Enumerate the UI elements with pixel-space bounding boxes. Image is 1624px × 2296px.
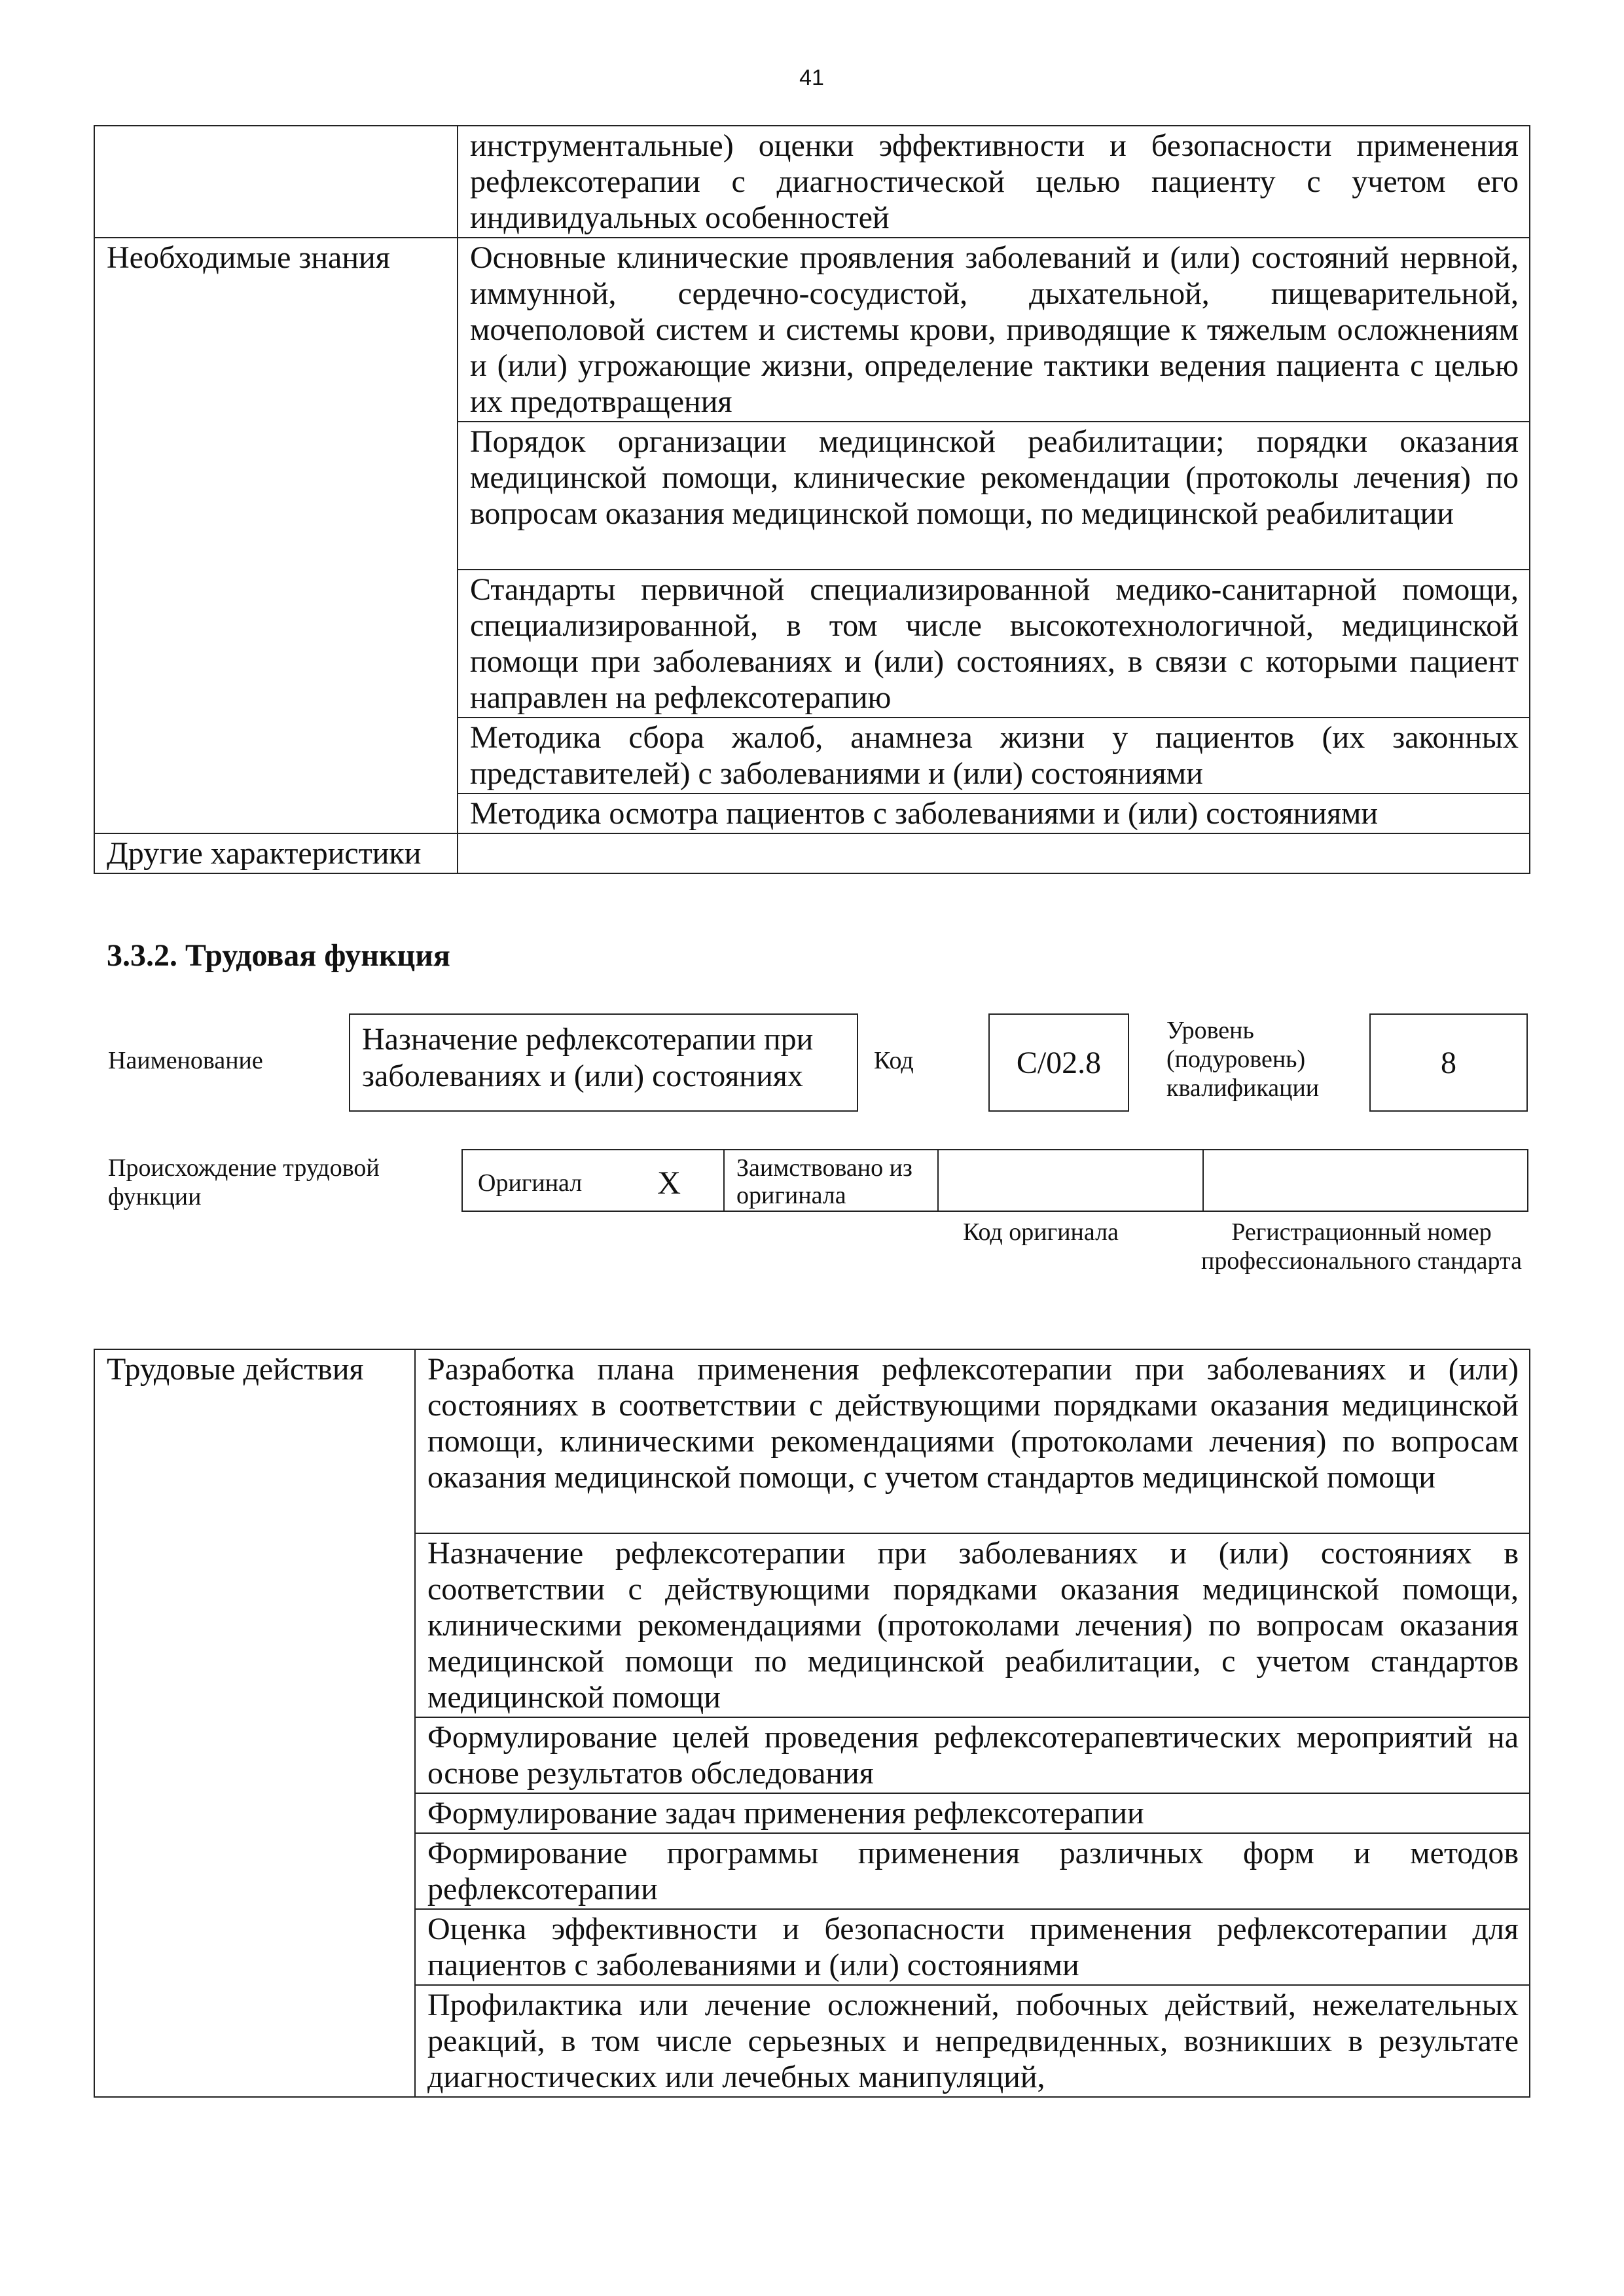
other-label: Другие характеристики <box>94 833 458 873</box>
borrowed-label: Заимствовано из оригинала <box>736 1154 912 1209</box>
table-row <box>94 833 1530 873</box>
knowledge-label: Необходимые знания <box>94 238 458 833</box>
divider <box>723 1150 725 1211</box>
knowledge-item: Методика сбора жалоб, анамнеза жизни у пациентов (их законных представителей) с заболеваниями и (или) состояниями <box>458 718 1530 793</box>
level-label: Уровень (подуровень) квалификации <box>1166 1017 1320 1102</box>
knowledge-item: Стандарты первичной специализированной медико-санитарной помощи, специализированной, в том числе высокотехнологичной, медицинской помощи при заболеваниях и (или) состояниях, в связи с которыми пациент направлен на рефлексотерапию <box>458 570 1530 718</box>
divider <box>1202 1150 1204 1211</box>
code-value: C/02.8 <box>988 1013 1129 1112</box>
function-name: Назначение рефлексотерапии при заболеваниях и (или) состояниях <box>349 1013 858 1112</box>
knowledge-item: Порядок организации медицинской реабилитации; порядки оказания медицинской помощи, клинические рекомендации (протоколы лечения) по вопросам оказания медицинской помощи, по медицинской реабилитации <box>458 422 1530 570</box>
table-row <box>94 126 1530 238</box>
action-item: Профилактика или лечение осложнений, побочных действий, нежелательных реакций, в том числе серьезных и непредвиденных, возникших в результате диагностических или лечебных манипуляций, <box>415 1985 1530 2097</box>
knowledge-table <box>94 125 1530 874</box>
other-value <box>458 833 1530 873</box>
code-label: Код <box>874 1047 914 1074</box>
reg-number-caption: Регистрационный номер профессионального стандарта <box>1201 1218 1522 1275</box>
action-item: Формулирование целей проведения рефлексотерапевтических мероприятий на основе результатов обследования <box>415 1717 1530 1793</box>
action-item: Формирование программы применения различных форм и методов рефлексотерапии <box>415 1833 1530 1909</box>
continued-text: инструментальные) оценки эффективности и безопасности применения рефлексотерапии с диагностической целью пациенту с учетом его индивидуальных особенностей <box>458 126 1530 238</box>
action-item: Назначение рефлексотерапии при заболеваниях и (или) состояниях в соответствии с действующими порядками оказания медицинской помощи, клиническими рекомендациями (протоколами лечения) по вопросам оказания медицинской помощи по медицинской реабилитации, с учетом стандартов медицинской помощи <box>415 1533 1530 1717</box>
action-item: Разработка плана применения рефлексотерапии при заболеваниях и (или) состояниях в соответствии с действующими порядками оказания медицинской помощи, клиническими рекомендациями (протоколами лечения) по вопросам оказания медицинской помощи, с учетом стандартов медицинской помощи <box>415 1349 1530 1533</box>
section-title: 3.3.2. Трудовая функция <box>107 938 450 973</box>
origin-label: Происхождение трудовой функции <box>108 1154 380 1211</box>
original-mark: X <box>657 1164 681 1201</box>
actions-label: Трудовые действия <box>94 1349 415 2097</box>
original-label: Оригинал <box>478 1169 583 1197</box>
divider <box>937 1150 939 1211</box>
action-item: Формулирование задач применения рефлексотерапии <box>415 1793 1530 1833</box>
page-number: 41 <box>799 65 824 90</box>
table-row <box>94 1349 1530 1533</box>
action-item: Оценка эффективности и безопасности применения рефлексотерапии для пациентов с заболеваниями и (или) состояниями <box>415 1909 1530 1985</box>
level-value: 8 <box>1369 1013 1528 1112</box>
table-row <box>94 238 1530 422</box>
actions-table <box>94 1349 1530 2098</box>
name-label: Наименование <box>108 1047 263 1074</box>
knowledge-item: Основные клинические проявления заболеваний и (или) состояний нервной, иммунной, сердечно-сосудистой, дыхательной, пищеварительной, мочеполовой систем и системы крови, приводящие к тяжелым осложнениям и (или) угрожающие жизни, определение тактики ведения пациента с целью их предотвращения <box>458 238 1530 422</box>
code-original-caption: Код оригинала <box>963 1218 1119 1246</box>
origin-box <box>461 1149 1528 1212</box>
table-cell-empty <box>94 126 458 238</box>
knowledge-item: Методика осмотра пациентов с заболеваниями и (или) состояниями <box>458 793 1530 833</box>
